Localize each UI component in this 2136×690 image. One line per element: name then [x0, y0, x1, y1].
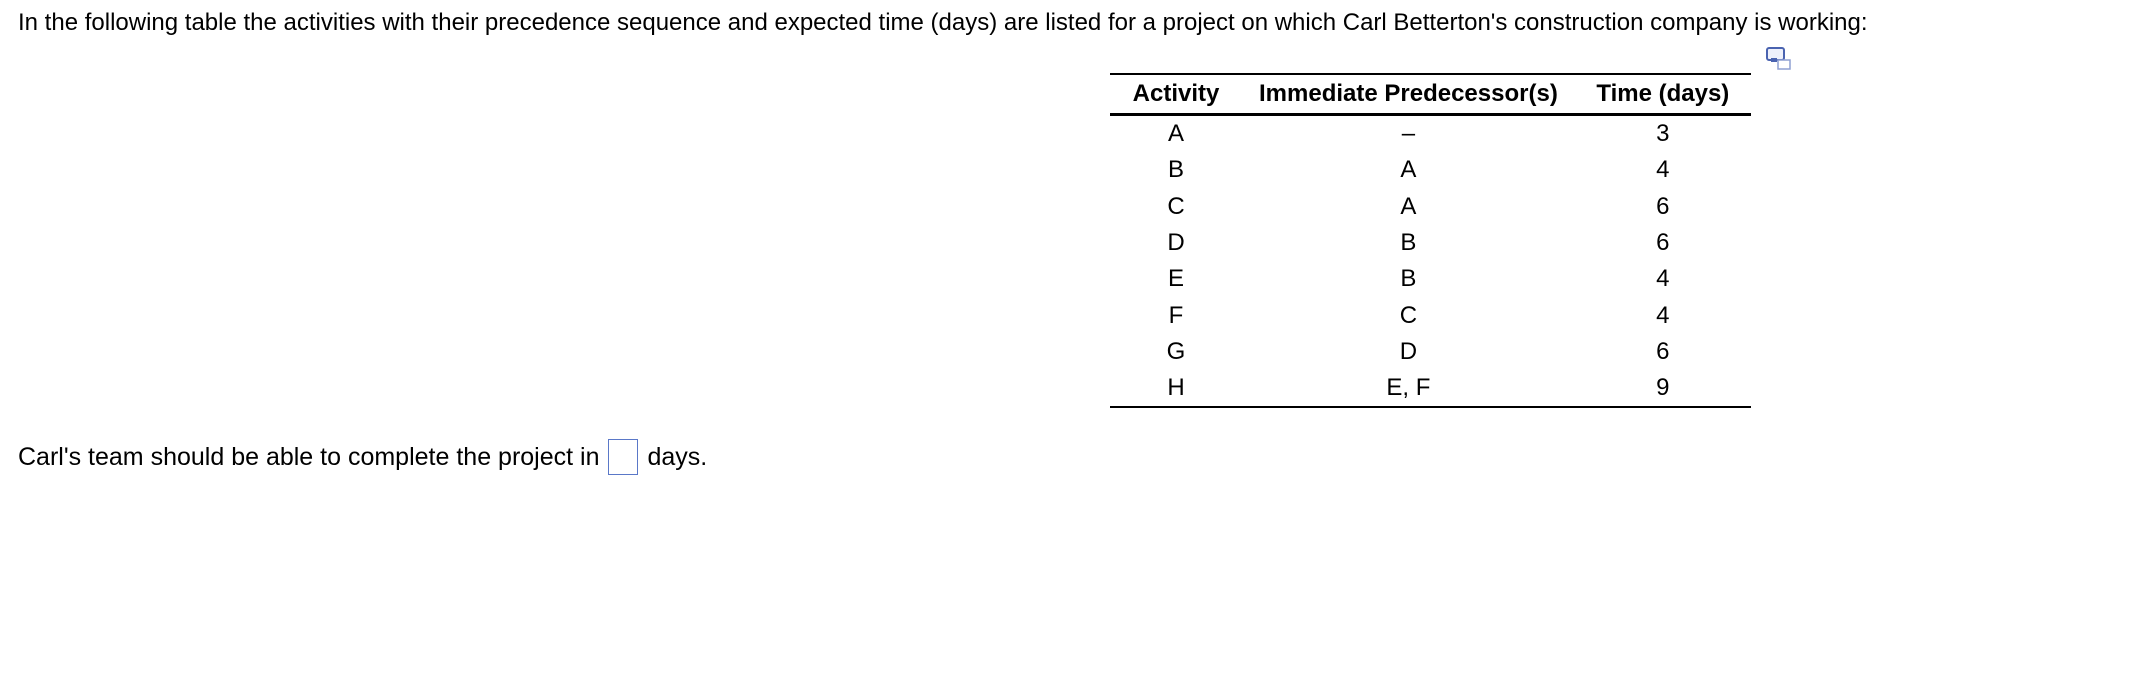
cell-predecessor: D	[1399, 337, 1418, 365]
intro-text: In the following table the activities with their precedence sequence and expected time (days) are listed for a project on which Carl Betterton's construction company is working:	[18, 9, 1868, 36]
cell-predecessor: A	[1400, 192, 1417, 220]
cell-activity: B	[1167, 156, 1184, 184]
table-row	[1110, 261, 1751, 297]
cell-activity: D	[1167, 229, 1185, 257]
activity-table	[1110, 73, 1751, 408]
header-activity: Activity	[1110, 74, 1242, 115]
cell-time: 6	[1656, 337, 1670, 365]
cell-predecessor: C	[1399, 301, 1418, 329]
cell-activity: A	[1167, 120, 1184, 148]
table-row	[1110, 334, 1751, 370]
table-row	[1110, 370, 1751, 407]
copy-table-button[interactable]	[1765, 45, 1793, 71]
cell-time: 9	[1575, 370, 1751, 407]
answer-input[interactable]	[608, 439, 638, 475]
cell-predecessor: E, F	[1242, 370, 1575, 407]
cell-predecessor: B	[1400, 229, 1417, 257]
table-row	[1110, 189, 1751, 225]
cell-predecessor: B	[1400, 265, 1417, 293]
table-row	[1110, 152, 1751, 188]
header-time: Time (days)	[1575, 74, 1751, 115]
header-predecessors: Immediate Predecessor(s)	[1242, 74, 1575, 115]
answer-prefix-text: Carl's team should be able to complete the project in	[18, 443, 600, 471]
cell-predecessor: A	[1400, 156, 1417, 184]
cell-predecessor: –	[1401, 120, 1416, 148]
cell-activity: E	[1167, 265, 1184, 293]
table-header-row	[1110, 74, 1751, 115]
cell-time: 3	[1656, 120, 1670, 148]
cell-time: 4	[1656, 156, 1670, 184]
cell-activity: F	[1168, 301, 1184, 329]
cell-activity: C	[1167, 192, 1185, 220]
table-row	[1110, 225, 1751, 261]
answer-sentence	[18, 438, 707, 476]
cell-time: 4	[1656, 301, 1670, 329]
answer-suffix-text: days.	[647, 443, 708, 471]
copy-data-icon	[1765, 45, 1793, 71]
cell-time: 4	[1656, 265, 1670, 293]
cell-activity: G	[1166, 337, 1186, 365]
table-row	[1110, 297, 1751, 333]
cell-time: 6	[1656, 192, 1670, 220]
cell-time: 6	[1656, 229, 1670, 257]
table-row	[1110, 115, 1751, 153]
cell-activity: H	[1110, 370, 1242, 407]
